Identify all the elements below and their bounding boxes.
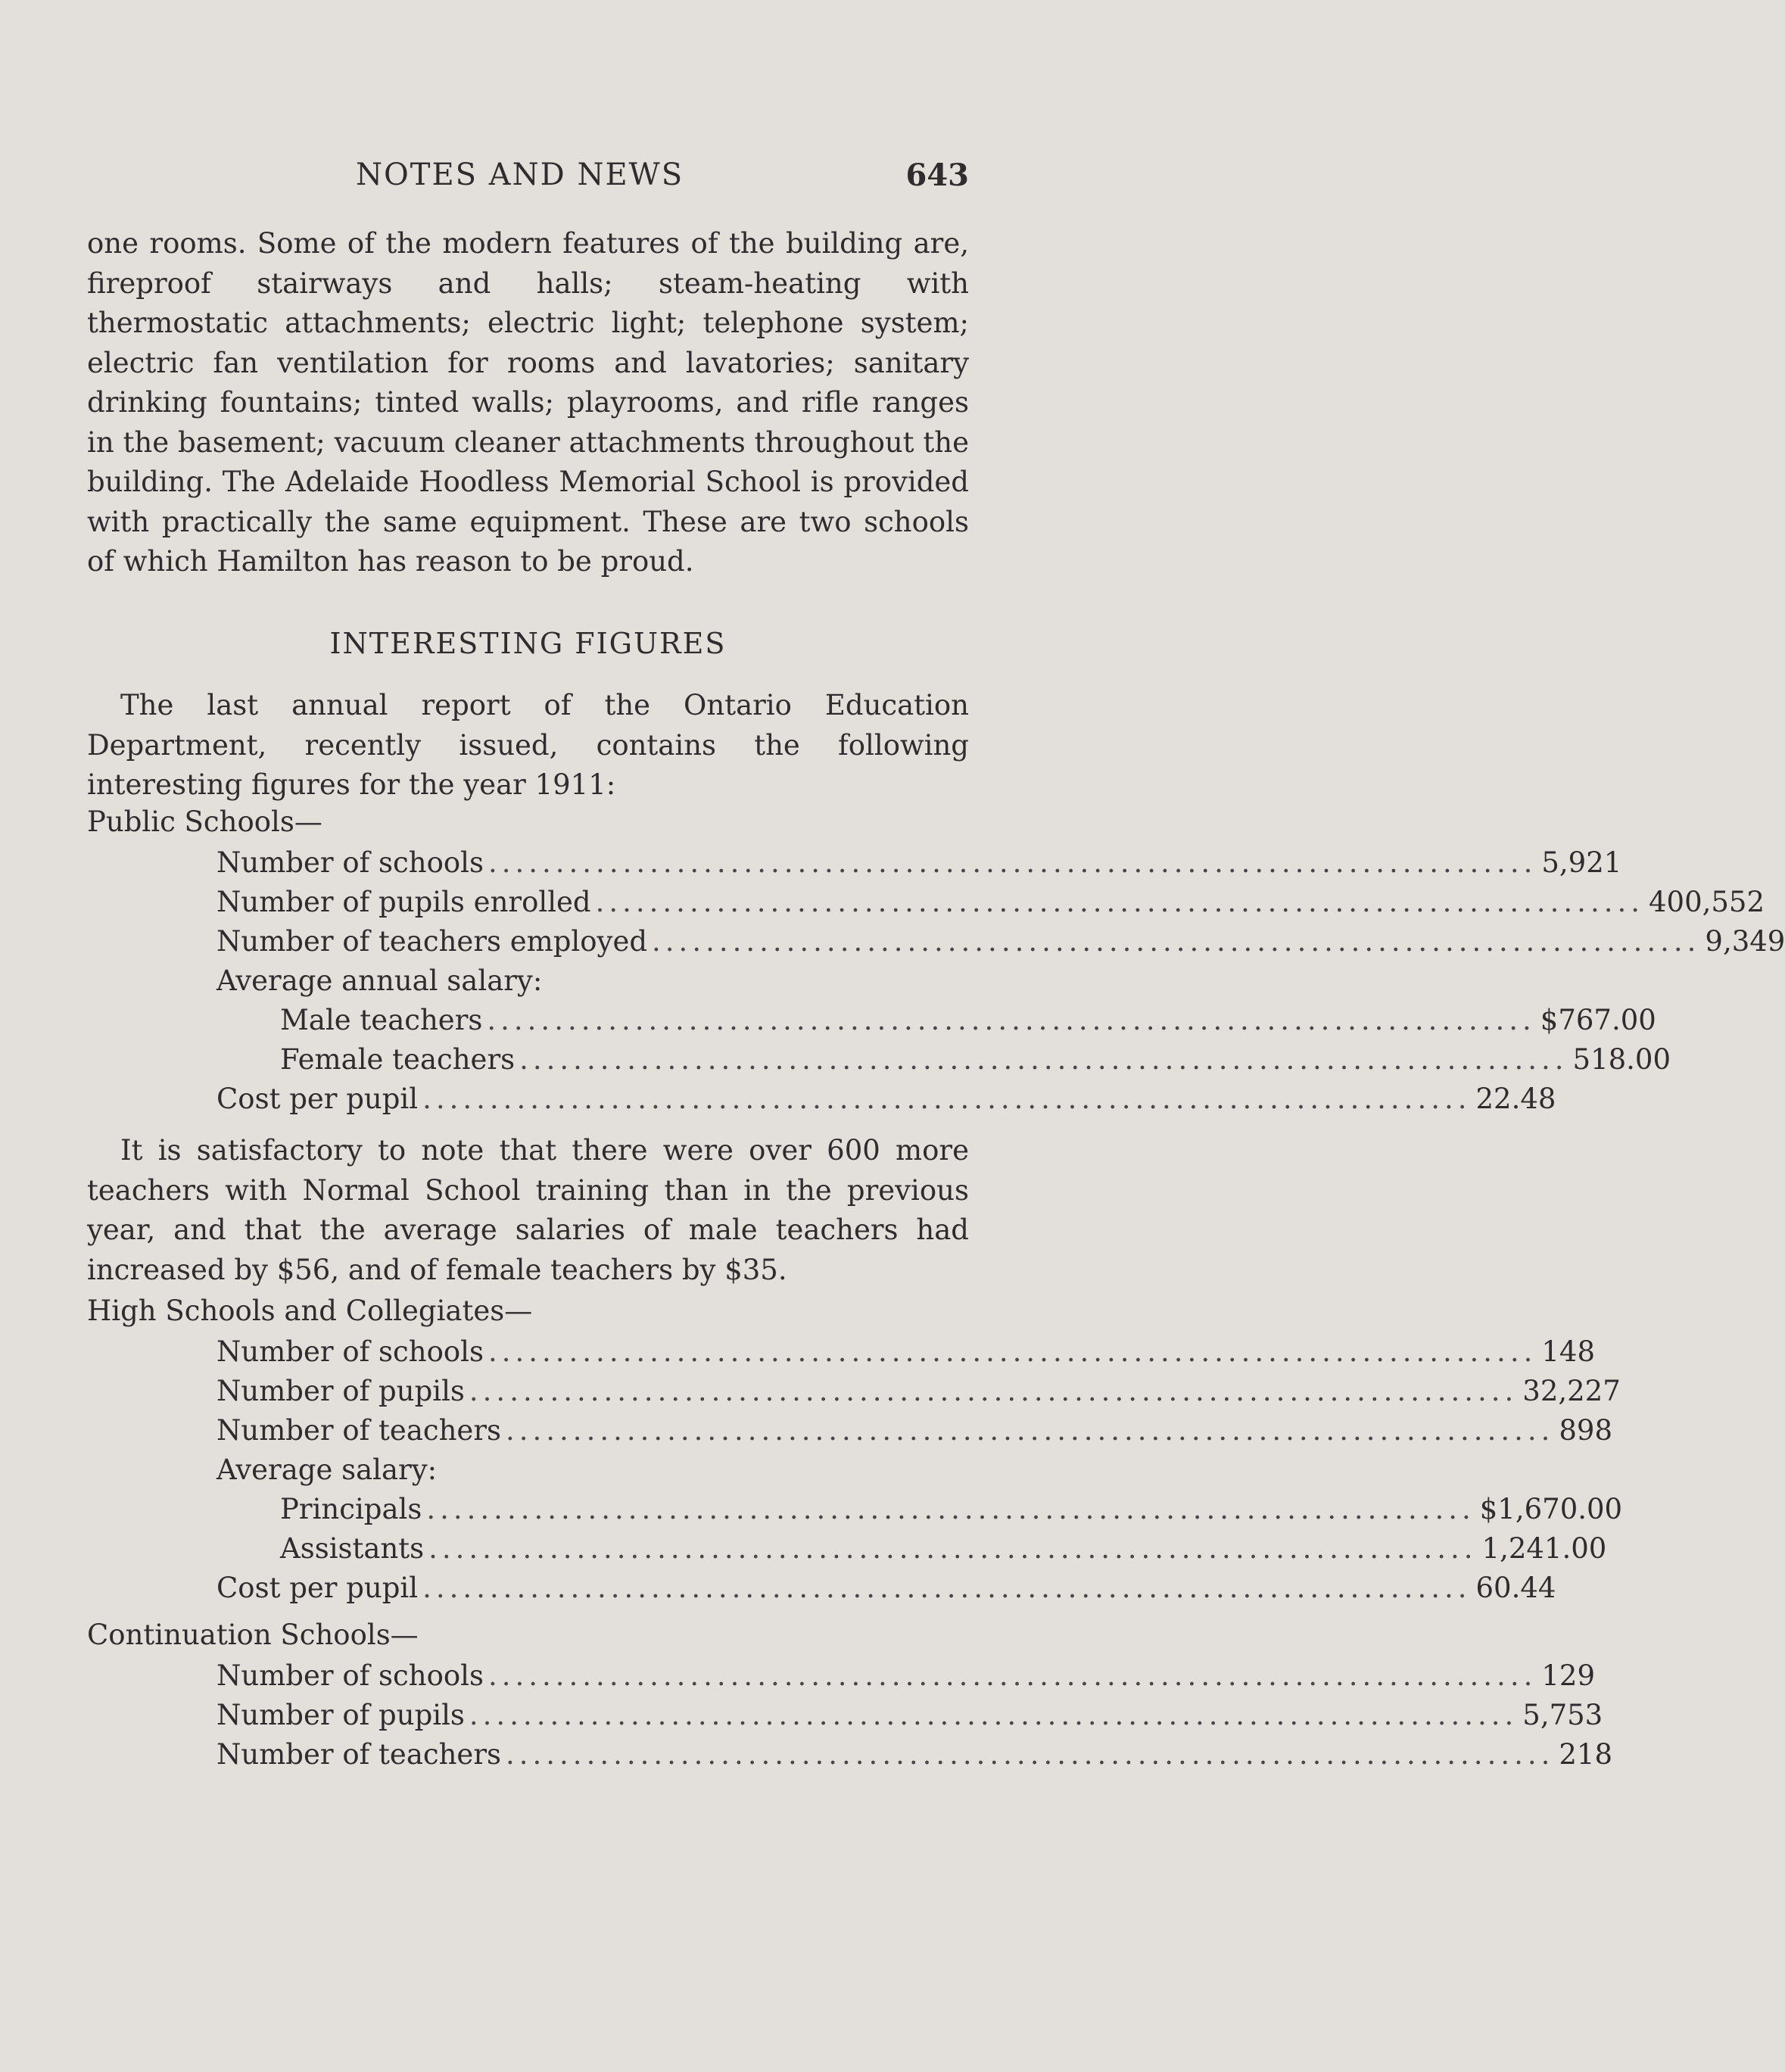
dot-leader: ..............................................................................: [506, 1738, 1555, 1771]
paragraph-building-features: [87, 224, 969, 582]
page-number: 643: [905, 157, 969, 193]
table-row: [217, 1572, 1556, 1611]
row-value: 22.48: [1475, 1083, 1556, 1115]
dot-leader: ..............................................................................: [487, 1004, 1536, 1036]
row-label: Number of schools: [217, 1335, 484, 1368]
row-value: 218: [1559, 1738, 1613, 1771]
dot-leader: ..............................................................................: [426, 1493, 1475, 1525]
row-label: Principals: [280, 1493, 422, 1525]
row-label: Cost per pupil: [217, 1083, 419, 1115]
row-label: Number of pupils: [217, 1375, 465, 1407]
table-row: [217, 886, 1765, 925]
group-label-high-schools: High Schools and Collegiates—: [87, 1295, 533, 1327]
row-value: 32,227: [1522, 1375, 1621, 1407]
table-row: [217, 1414, 1613, 1454]
row-value: 129: [1541, 1659, 1595, 1692]
table-row: [217, 846, 1622, 886]
dot-leader: ..............................................................................: [422, 1572, 1472, 1604]
row-value: 898: [1559, 1414, 1613, 1447]
salary-subheading: Average annual salary:: [217, 964, 543, 997]
dot-leader: ..............................................................................: [488, 1335, 1537, 1368]
row-value: 9,349: [1705, 925, 1785, 958]
row-value: 1,241.00: [1481, 1532, 1607, 1565]
table-row: [217, 1083, 1556, 1122]
row-label: Number of teachers: [217, 1738, 501, 1771]
dot-leader: ..............................................................................: [428, 1532, 1478, 1565]
row-label: Female teachers: [280, 1043, 516, 1076]
row-label: Assistants: [280, 1532, 425, 1565]
paragraph-text: It is satisfactory to note that there were over 600 more teachers with Normal School training than in the previous year, and that the average salaries of male teachers had increased by $56, and of female teachers by $35.: [87, 1134, 969, 1286]
row-value: 5,753: [1522, 1699, 1603, 1731]
table-row: [217, 1659, 1595, 1699]
running-head: NOTES AND NEWS: [356, 157, 684, 192]
table-row: [280, 1532, 1607, 1572]
row-value: 5,921: [1541, 846, 1622, 879]
row-value: 148: [1541, 1335, 1595, 1368]
row-label: Number of pupils enrolled: [217, 886, 591, 918]
table-row: [217, 1335, 1595, 1375]
row-label: Number of teachers: [217, 1414, 501, 1447]
dot-leader: ..............................................................................: [488, 846, 1537, 879]
page-header: [87, 157, 969, 203]
paragraph-text: The last annual report of the Ontario Education Department, recently issued, contains the following interesting figures for the year 1911:: [87, 689, 969, 801]
row-label: Number of schools: [217, 1659, 484, 1692]
dot-leader: ..............................................................................: [595, 886, 1644, 918]
dot-leader: ..............................................................................: [519, 1043, 1568, 1076]
row-value: 400,552: [1649, 886, 1765, 918]
row-label: Cost per pupil: [217, 1572, 419, 1604]
dot-leader: ..............................................................................: [469, 1375, 1519, 1407]
dot-leader: ..............................................................................: [469, 1699, 1519, 1731]
row-label: Number of schools: [217, 846, 484, 879]
dot-leader: ..............................................................................: [422, 1083, 1472, 1115]
dot-leader: ..............................................................................: [506, 1414, 1555, 1447]
table-row: [217, 1699, 1603, 1738]
salary-subheading: Average salary:: [217, 1454, 438, 1486]
row-value: 518.00: [1572, 1043, 1671, 1076]
dot-leader: ..............................................................................: [652, 925, 1701, 958]
paragraph-normal-school-note: [87, 1131, 969, 1290]
row-label: Number of teachers employed: [217, 925, 648, 958]
group-label-public-schools: Public Schools—: [87, 805, 322, 838]
table-row: [280, 1043, 1671, 1083]
table-row: [217, 925, 1785, 964]
row-label: Male teachers: [280, 1004, 483, 1036]
dot-leader: ..............................................................................: [488, 1659, 1537, 1692]
row-label: Number of pupils: [217, 1699, 465, 1731]
group-label-continuation-schools: Continuation Schools—: [87, 1619, 419, 1651]
table-row: [217, 1375, 1621, 1414]
row-value: 60.44: [1475, 1572, 1556, 1604]
row-value: $767.00: [1540, 1004, 1656, 1036]
section-heading: INTERESTING FIGURES: [329, 627, 727, 660]
paragraph-text: one rooms. Some of the modern features of the building are, fireproof stairways and halls; steam-heating with thermostatic attachments; electric light; telephone system; electric fan ventilation for rooms and lavatories; sanitary drinking fountains; tinted walls; playrooms, and rifle ranges in the basement; vacuum cleaner attachments throughout the building. The Adelaide Hoodless Memorial School is provided with practically the same equipment. These are two schools of which Hamilton has reason to be proud.: [87, 227, 969, 578]
row-value: $1,670.00: [1479, 1493, 1623, 1525]
paragraph-report-intro: [87, 686, 969, 805]
table-row: [280, 1004, 1656, 1043]
table-row: [280, 1493, 1623, 1532]
table-row: [217, 1738, 1613, 1778]
